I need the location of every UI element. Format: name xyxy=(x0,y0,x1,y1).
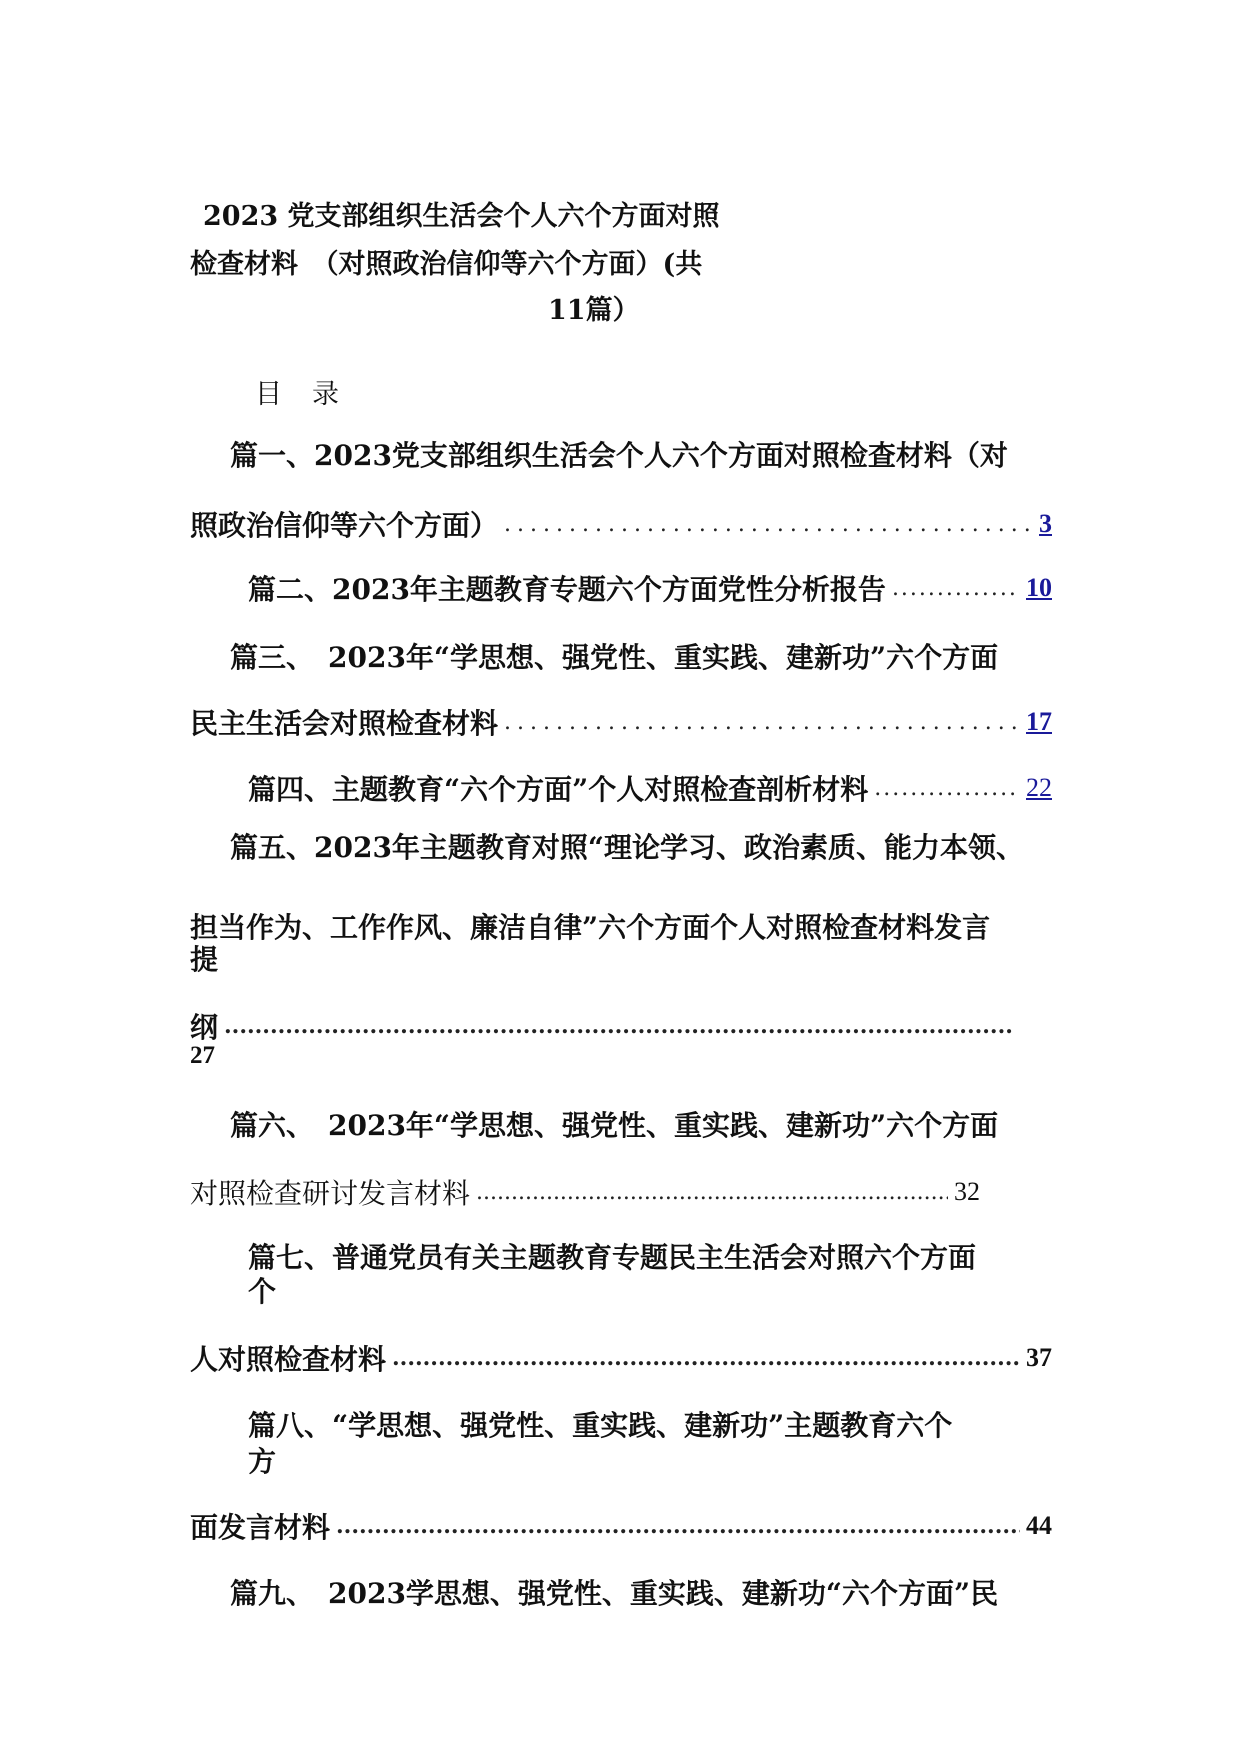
toc-leader-dots xyxy=(336,1513,1020,1539)
toc-entry-1-page-link[interactable]: 3 xyxy=(1039,509,1052,538)
toc-entry-4-page-link[interactable]: 22 xyxy=(1026,773,1052,802)
toc-entry-6-page[interactable]: 32 xyxy=(954,1177,980,1206)
toc-entry-8[interactable] xyxy=(190,1504,1052,1548)
toc-entry-5-line-1[interactable]: 篇五、2023年主题教育对照“理论学习、政治素质、能力本领、 xyxy=(230,831,1025,864)
toc-leader-dots xyxy=(504,710,1020,735)
toc-entry-7-page[interactable]: 37 xyxy=(1026,1343,1052,1372)
document-title-line-1: 2023 党支部组织生活会个人六个方面对照 xyxy=(203,201,720,232)
toc-entry-8-line-1[interactable]: 篇八、“学思想、强党性、重实践、建新功”主题教育六个 xyxy=(248,1409,953,1442)
toc-entry-5-line-4: 纲 xyxy=(190,1011,219,1044)
toc-leader-dots xyxy=(892,576,1020,601)
toc-entry-5-page[interactable]: 27 xyxy=(190,1042,215,1069)
toc-entry-1[interactable] xyxy=(190,502,1052,546)
toc-entry-7-line-1b[interactable]: 个 xyxy=(248,1275,277,1308)
toc-entry-3-line-2: 民主生活会对照检查材料 xyxy=(190,707,499,740)
toc-entry-7-line-2: 人对照检查材料 xyxy=(190,1343,387,1376)
toc-leader-dots xyxy=(224,1013,1014,1039)
toc-entry-5-line-2[interactable]: 担当作为、工作作风、廉洁自律”六个方面个人对照检查材料发言 xyxy=(190,911,991,944)
toc-entry-4-title: 篇四、主题教育“六个方面”个人对照检查剖析材料 xyxy=(248,773,869,806)
toc-entry-3[interactable] xyxy=(190,700,1052,744)
toc-entry-7[interactable] xyxy=(190,1336,1052,1380)
toc-entry-2-page-link[interactable]: 10 xyxy=(1026,573,1052,602)
toc-entry-8-line-1b[interactable]: 方 xyxy=(248,1445,277,1478)
toc-entry-2[interactable] xyxy=(248,566,1052,610)
toc-entry-6[interactable] xyxy=(190,1170,980,1214)
toc-heading: 目录 xyxy=(255,379,369,410)
toc-entry-8-page[interactable]: 44 xyxy=(1026,1511,1052,1540)
toc-entry-1-line-2: 照政治信仰等六个方面） xyxy=(190,509,499,542)
toc-entry-2-title: 篇二、2023年主题教育专题六个方面党性分析报告 xyxy=(248,573,886,606)
toc-entry-5[interactable] xyxy=(190,1004,1020,1048)
toc-entry-4[interactable] xyxy=(248,766,1052,810)
toc-leader-dots xyxy=(874,776,1020,801)
toc-entry-3-page-link[interactable]: 17 xyxy=(1026,707,1052,736)
toc-entry-8-line-2: 面发言材料 xyxy=(190,1511,331,1544)
toc-entry-3-line-1[interactable]: 篇三、 2023年“学思想、强党性、重实践、建新功”六个方面 xyxy=(230,641,999,674)
document-title-line-3: 11篇） xyxy=(548,295,640,326)
toc-entry-5-line-3[interactable]: 提 xyxy=(190,943,219,976)
toc-leader-dots xyxy=(392,1345,1020,1371)
toc-entry-7-line-1[interactable]: 篇七、普通党员有关主题教育专题民主生活会对照六个方面 xyxy=(248,1241,977,1274)
toc-entry-6-line-2: 对照检查研讨发言材料 xyxy=(190,1177,471,1210)
toc-leader-dots xyxy=(504,512,1033,537)
document-title-line-2: 检查材料 （对照政治信仰等六个方面）(共 xyxy=(190,249,703,280)
toc-entry-6-line-1[interactable]: 篇六、 2023年“学思想、强党性、重实践、建新功”六个方面 xyxy=(230,1109,999,1142)
toc-entry-1-line-1[interactable]: 篇一、2023党支部组织生活会个人六个方面对照检查材料（对 xyxy=(230,439,1008,472)
toc-entry-9-line-1[interactable]: 篇九、 2023学思想、强党性、重实践、建新功“六个方面”民 xyxy=(230,1577,999,1610)
toc-leader-dots xyxy=(476,1180,948,1205)
